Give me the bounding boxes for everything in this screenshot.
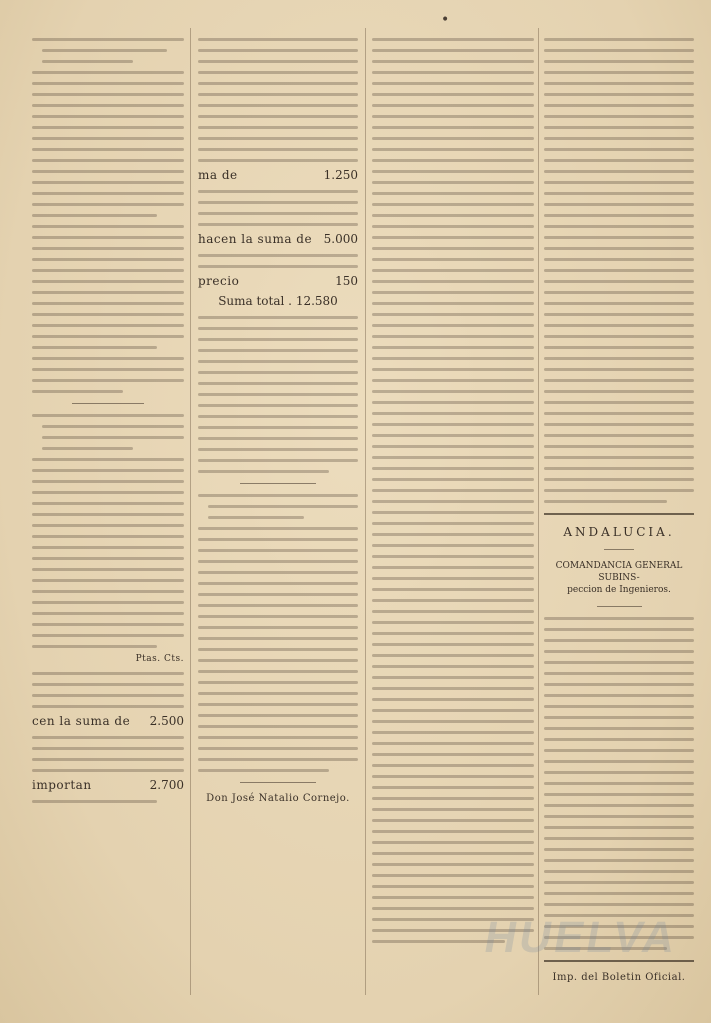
amount-row: precio 150: [198, 274, 358, 288]
separator: [544, 513, 694, 515]
notice-5: [372, 38, 534, 943]
page-mark: •: [441, 12, 450, 28]
amount-row: ma de 1.250: [198, 168, 358, 182]
separator: [72, 403, 145, 404]
column-4: [544, 30, 694, 993]
ptas-label: Ptas. Cts.: [135, 654, 184, 664]
notice-3: [198, 38, 358, 473]
notice-4: [198, 494, 358, 772]
separator: [240, 483, 317, 484]
column-rule: [365, 28, 366, 995]
notice-6: [544, 38, 694, 503]
separator: [597, 606, 642, 607]
amount-row: hacen la suma de 5.000: [198, 232, 358, 246]
column-rule: [190, 28, 191, 995]
separator: [240, 782, 317, 783]
printer-footer: Imp. del Boletin Oficial.: [552, 972, 686, 983]
column-rule: [538, 28, 539, 995]
column-1: [32, 30, 184, 993]
amount-row: cen la suma de 2.500: [32, 714, 184, 728]
watermark: HUELVA: [480, 913, 682, 962]
amount-row: importan 2.700: [32, 778, 184, 792]
section-title: ANDALUCIA.: [563, 525, 675, 539]
notice-1: [32, 38, 184, 393]
notice-7: [544, 617, 694, 950]
column-2: [198, 30, 358, 993]
total-row: Suma total . 12.580: [218, 294, 338, 308]
column-3: [372, 30, 534, 993]
separator: [604, 549, 634, 550]
signature: Don José Natalio Cornejo.: [206, 793, 350, 804]
section-subtitle: COMANDANCIA GENERAL SUBINS- peccion de Ingenieros.: [555, 561, 683, 595]
notice-2: [32, 414, 184, 803]
